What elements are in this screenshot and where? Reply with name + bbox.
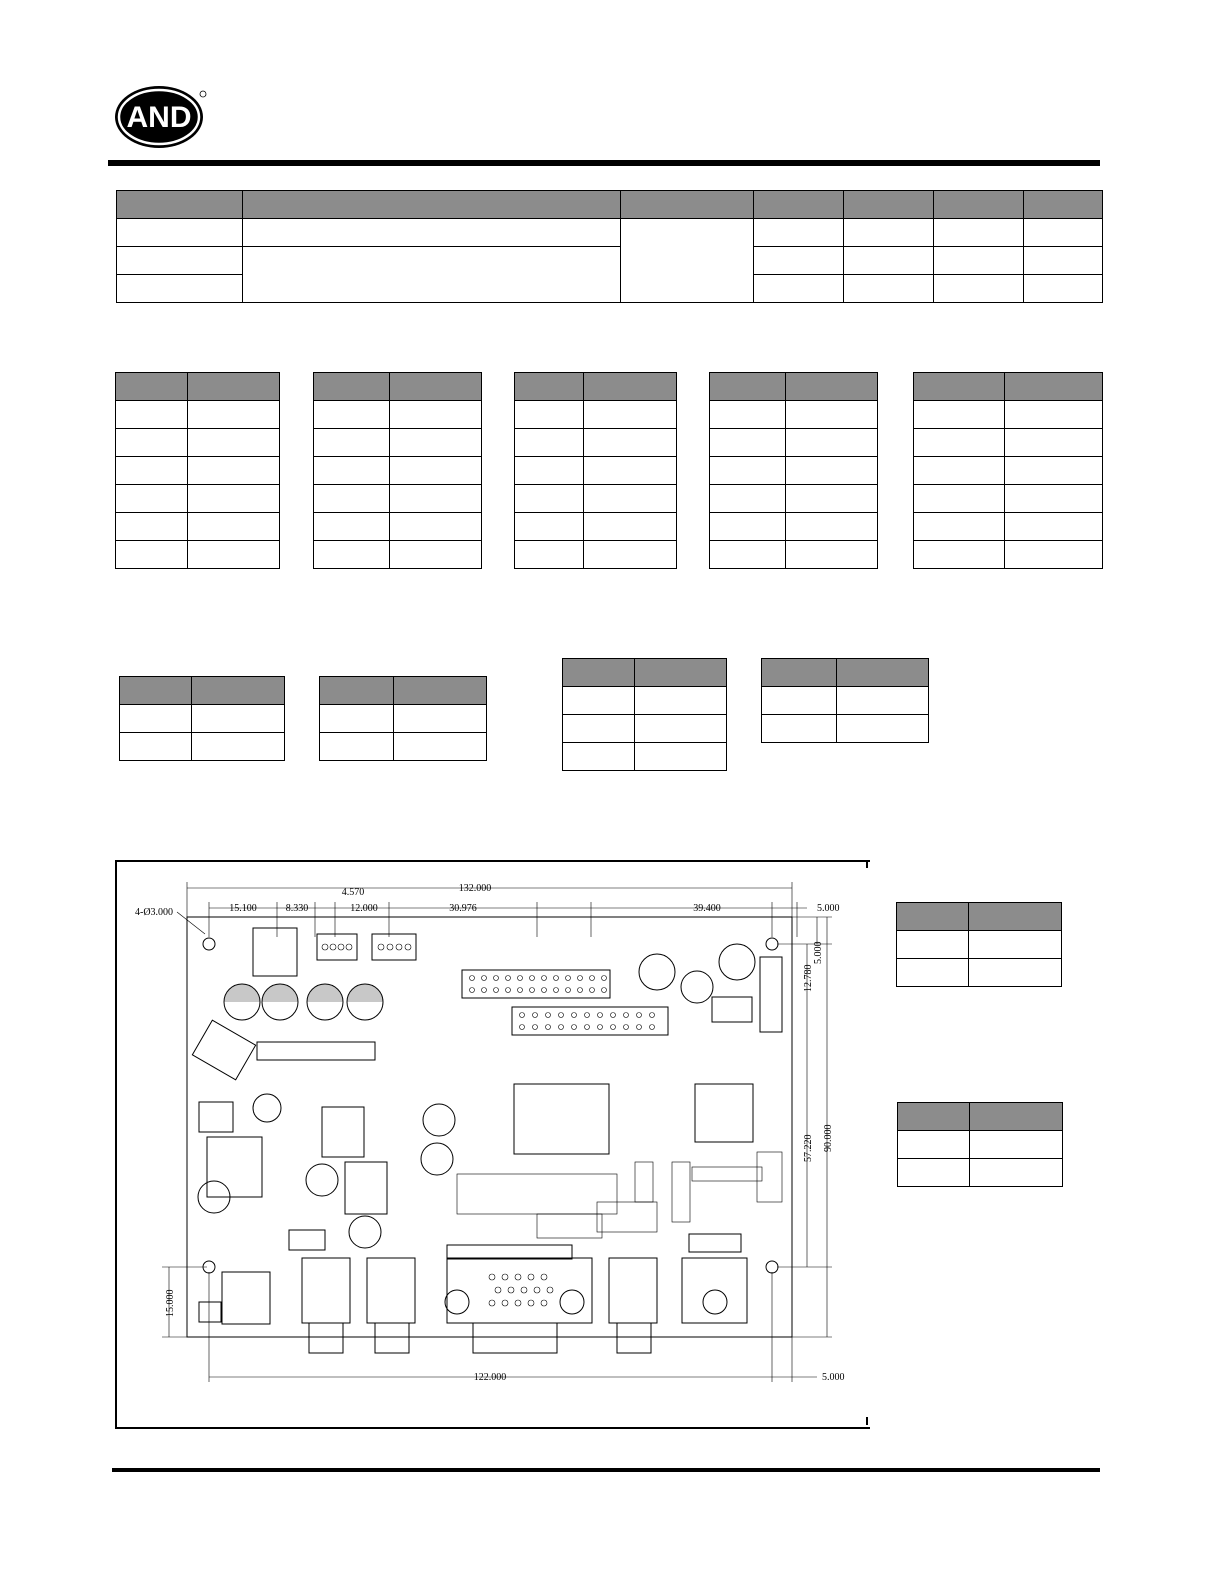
- pin-table-11: [897, 1102, 1063, 1187]
- dim-d4: 12.000: [350, 903, 378, 914]
- dim-right-d: 90.000: [823, 1124, 834, 1152]
- dim-d2: 8.330: [285, 903, 309, 914]
- header-connector: [462, 970, 610, 998]
- dim-d7: 5.000: [817, 903, 840, 914]
- pin-table-10: [896, 902, 1062, 987]
- scaler-ic: [695, 1084, 753, 1142]
- pin-table-1: [115, 372, 280, 569]
- dim-holes: 4-Ø3.000: [135, 907, 174, 918]
- pin-table-8: [562, 658, 727, 771]
- spec-table-header: [117, 191, 1103, 219]
- mount-hole: [203, 938, 215, 950]
- audio-jack: [367, 1258, 415, 1323]
- dim-bottom-width: 122.000: [473, 1372, 507, 1383]
- power-connector: [253, 928, 297, 976]
- dim-d6: 39.400: [693, 903, 721, 914]
- capacitor-row: [224, 984, 383, 1020]
- main-ic: [514, 1084, 609, 1154]
- dim-left-height: 15.000: [165, 1289, 176, 1317]
- pin-table-7: [319, 676, 487, 761]
- pin-table-3: [514, 372, 677, 569]
- pin-table-9: [761, 658, 929, 743]
- pin-table-4: [709, 372, 878, 569]
- header-connector: [512, 1007, 668, 1035]
- pin-table-6: [119, 676, 285, 761]
- spec-table: [116, 190, 1103, 303]
- pin-table-5: [913, 372, 1103, 569]
- audio-jack: [302, 1258, 350, 1323]
- dim-d5: 30.976: [449, 903, 477, 914]
- board-drawing: [117, 862, 865, 1422]
- table-row: [117, 219, 1103, 247]
- dim-right-b: 5.000: [813, 941, 824, 964]
- board-outline: [187, 917, 792, 1337]
- logo-icon: [113, 83, 207, 151]
- pin-table-2: [313, 372, 482, 569]
- mount-hole: [766, 1261, 778, 1273]
- dim-right-a: 12.780: [803, 964, 814, 992]
- company-logo: [113, 83, 207, 151]
- audio-jack: [609, 1258, 657, 1323]
- dim-d1: 15.100: [229, 903, 257, 914]
- dim-bottom-right: 5.000: [822, 1372, 845, 1383]
- dim-d3: 4.570: [341, 887, 365, 898]
- dim-total-width: 132.000: [458, 883, 492, 894]
- mount-hole: [766, 938, 778, 950]
- table-row: [117, 247, 1103, 275]
- logo-text: AND: [126, 101, 192, 134]
- header-rule: [108, 160, 1100, 166]
- dim-right-c: 57.220: [803, 1134, 814, 1162]
- footer-rule: [112, 1468, 1100, 1472]
